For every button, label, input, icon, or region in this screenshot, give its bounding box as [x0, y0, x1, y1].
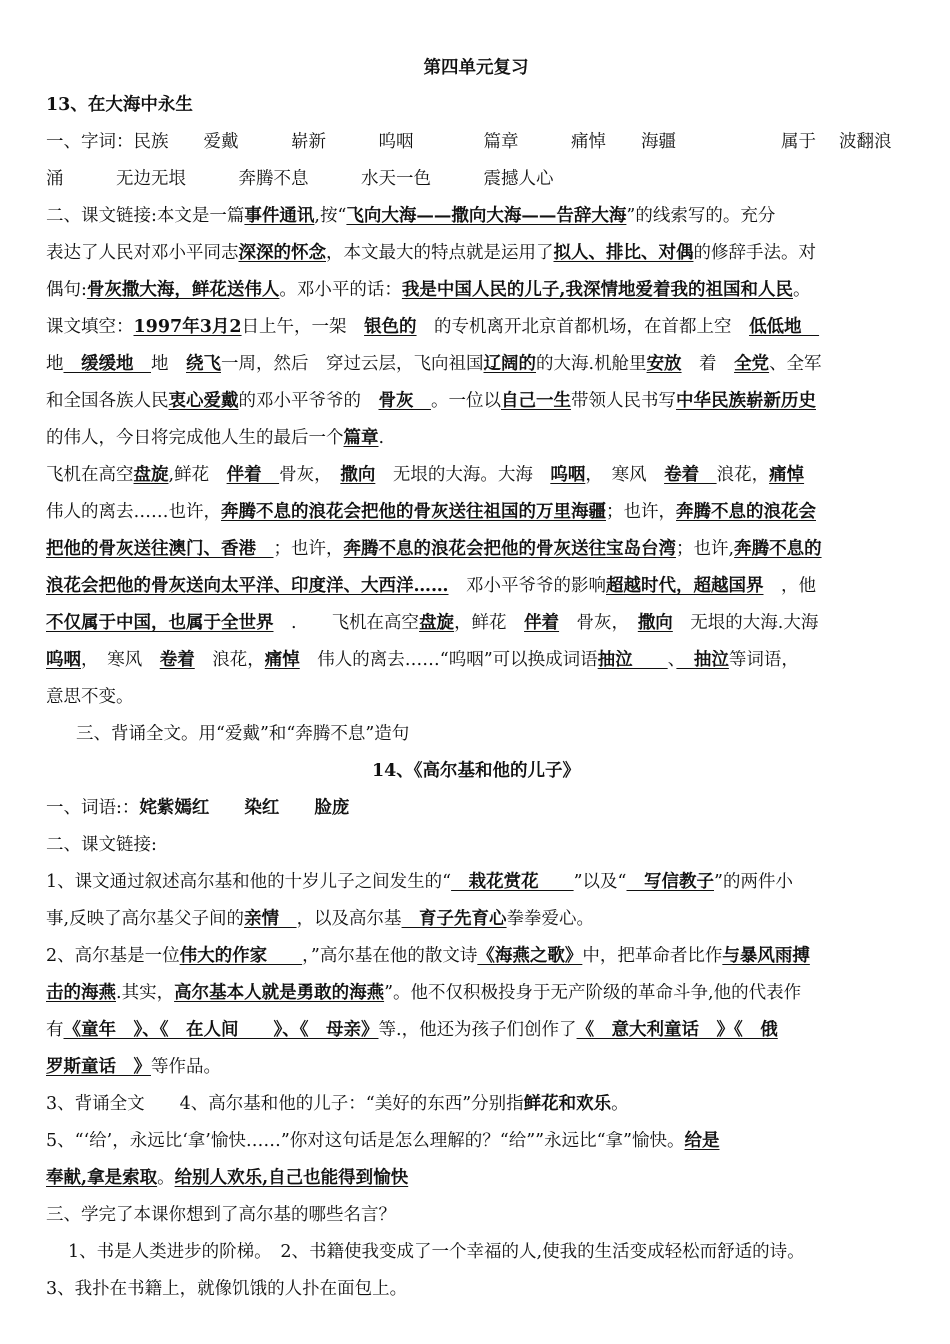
- answer-text: 骨灰撒大海，鲜花送伟人: [86, 280, 280, 300]
- answer-text: 超越时代，超越国界: [606, 576, 764, 596]
- text-run: ，”高尔基在他的散文诗: [302, 946, 478, 966]
- lesson-14-link-line-1: [46, 864, 906, 901]
- answer-text: 奔腾不息的: [734, 539, 822, 559]
- lesson-13-heading: 13、在大海中永生: [46, 95, 193, 115]
- text-run: 骨灰，: [279, 465, 341, 485]
- answer-text: 不仅属于中国，也属于全世界: [46, 613, 274, 633]
- answer-text: 《童年 》、《 在人间 》、《 母亲》: [63, 1020, 379, 1040]
- lesson-13-fill-line-1: [46, 309, 906, 346]
- answer-text: 飞向大海——撒向大海——告辞大海: [346, 206, 627, 226]
- lesson-13-fill-line-7: [46, 531, 906, 568]
- text-run: .其实，: [116, 983, 175, 1003]
- answer-text: 辽阔的: [483, 354, 536, 374]
- answer-text: 给别人欢乐,自己也能得到愉快: [174, 1168, 409, 1188]
- lesson-14-quote-3: 3、我扑在书籍上，就像饥饿的人扑在面包上。: [46, 1279, 408, 1299]
- answer-text: 把他的骨灰送往澳门、香港: [46, 539, 274, 559]
- lesson-13-fill-line-9: [46, 605, 906, 642]
- text-run: 。一位以: [431, 391, 501, 411]
- text-run: .: [378, 428, 385, 448]
- text-run: 。: [157, 1168, 175, 1188]
- answer-text: 伴着: [524, 613, 560, 633]
- lesson-14-link-line-9: [46, 1160, 906, 1197]
- lesson-13-fill-line-4: [46, 420, 906, 457]
- text-run: 等.，他还为孩子们创作了: [378, 1020, 577, 1040]
- lesson-13-fill-line-11: 意思不变。: [46, 687, 134, 707]
- answer-text: 撒向: [340, 465, 376, 485]
- text-run: 、: [667, 650, 677, 670]
- text-run: . 飞机在高空: [273, 613, 420, 633]
- answer-text: 痛悼: [769, 465, 805, 485]
- text-run: 带领人民书写: [571, 391, 676, 411]
- text-run: 一、词语:：: [46, 798, 140, 818]
- text-run: 1、课文通过叙述高尔基和他的十岁儿子之间发生的“: [46, 872, 452, 892]
- answer-text: 深深的怀念: [238, 243, 326, 263]
- answer-text: 篇章: [343, 428, 379, 448]
- text-run: 。: [793, 280, 811, 300]
- text-run: 的邓小平爷爷的: [238, 391, 379, 411]
- text-run: ，以及高尔基: [296, 909, 402, 929]
- answer-text: 中华民族崭新历史: [676, 391, 816, 411]
- answer-text: 奉献,拿是索取: [46, 1168, 158, 1188]
- answer-text: 育子先育心: [401, 909, 507, 929]
- answer-text: 缓缓地: [63, 354, 151, 374]
- text-run: 的大海.机舱里: [536, 354, 647, 374]
- text-run: 的修辞手法。对: [693, 243, 816, 263]
- lesson-13-recite-task: 三、背诵全文。用“爱戴”和“奔腾不息”造句: [76, 724, 410, 744]
- text-run: ”以及“: [573, 872, 627, 892]
- answer-text: 《 意大利童话 》《 俄: [576, 1020, 778, 1040]
- text-run: 3、背诵全文 4、高尔基和他的儿子：“美好的东西”分别指: [46, 1094, 524, 1114]
- answer-text: 盘旋: [133, 465, 169, 485]
- text-run: 2、高尔基是一位: [46, 946, 180, 966]
- text-run: 有: [46, 1020, 64, 1040]
- vocab-words: 姹紫嫣红 染红 脸庞: [139, 798, 350, 818]
- lesson-13-vocab-line-2: 涌 无边无垠 奔腾不息 水天一色 震撼人心: [46, 169, 554, 189]
- answer-text: 鲜花和欢乐: [523, 1094, 612, 1114]
- answer-text: 给是: [684, 1131, 720, 1151]
- lesson-14-quote-1-2: 1、书是人类进步的阶梯。 2、书籍使我变成了一个幸福的人,使我的生活变成轻松而舒适的诗。: [68, 1242, 805, 1262]
- answer-text: 击的海燕: [46, 983, 116, 1003]
- text-run: 无垠的大海。大海: [375, 465, 551, 485]
- answer-text: 与暴风雨搏: [722, 946, 810, 966]
- text-run: 。: [611, 1094, 629, 1114]
- lesson-13-fill-line-10: [46, 642, 906, 679]
- text-run: ， 寒风: [585, 465, 665, 485]
- answer-text: 盘旋: [419, 613, 455, 633]
- lesson-13-fill-line-3: [46, 383, 906, 420]
- answer-text: 浪花会把他的骨灰送向太平洋、印度洋、大西洋……: [46, 576, 449, 596]
- answer-text: 低低地: [749, 317, 820, 337]
- answer-text: 伴着: [226, 465, 280, 485]
- answer-text: 伟大的作家: [179, 946, 303, 966]
- text-run: 。邓小平的话：: [279, 280, 402, 300]
- answer-text: 卷着: [664, 465, 717, 485]
- text-run: 等作品。: [151, 1057, 221, 1077]
- lesson-14-heading: 14、《高尔基和他的儿子》: [371, 761, 581, 781]
- answer-text: 亲情: [244, 909, 297, 929]
- text-run: 二、课文链接:本文是一篇: [46, 206, 245, 226]
- answer-text: 高尔基本人就是勇敢的海燕: [174, 983, 385, 1003]
- answer-text: 我是中国人民的儿子,我深情地爱着我的祖国和人民: [401, 280, 793, 300]
- text-run: 、全军: [769, 354, 822, 374]
- text-run: ”。他不仅积极投身于无产阶级的革命斗争,他的代表作: [384, 983, 802, 1003]
- lesson-14-link-line-7: [46, 1086, 906, 1123]
- answer-text: 奔腾不息的浪花会: [676, 502, 816, 522]
- lesson-14-link-line-6: [46, 1049, 906, 1086]
- answer-text: 安放: [646, 354, 682, 374]
- text-run: 伟人的离去……“呜咽”可以换成词语: [299, 650, 598, 670]
- text-run: 的伟人，今日将完成他人生的最后一个: [46, 428, 344, 448]
- text-run: ”的两件小: [714, 872, 793, 892]
- answer-text: 抽泣: [676, 650, 729, 670]
- answer-text: 抽泣: [597, 650, 668, 670]
- text-run: 地: [46, 354, 64, 374]
- text-run: 浪花，: [194, 650, 265, 670]
- answer-text: 衷心爱戴: [168, 391, 239, 411]
- page-title: 第四单元复习: [423, 58, 529, 78]
- text-run: 着: [681, 354, 735, 374]
- lesson-13-link-line-2: [46, 235, 906, 272]
- lesson-14-link-line-8: [46, 1123, 906, 1160]
- text-run: 无垠的大海.大海: [672, 613, 819, 633]
- text-run: 事,反映了高尔基父子间的: [46, 909, 245, 929]
- lesson-14-link-line-5: [46, 1012, 906, 1049]
- text-run: 课文填空：: [46, 317, 134, 337]
- text-run: ,鲜花: [168, 465, 227, 485]
- lesson-13-link-line-3: [46, 272, 906, 309]
- text-run: 一周，然后 穿过云层，飞向祖国: [221, 354, 484, 374]
- answer-text: 奔腾不息的浪花会把他的骨灰送往宝岛台湾: [343, 539, 676, 559]
- lesson-13-fill-line-8: [46, 568, 906, 605]
- lesson-14-link-line-3: [46, 938, 906, 975]
- lesson-13-vocab-line-1: 一、字词：民族 爱戴 崭新 呜咽 篇章 痛悼 海疆 属于 波翻浪: [46, 132, 892, 152]
- answer-text: 栽花赏花: [451, 872, 574, 892]
- text-run: 伟人的离去……也许，: [46, 502, 221, 522]
- answer-text: 奔腾不息的浪花会把他的骨灰送往祖国的万里海疆: [221, 502, 606, 522]
- answer-text: 银色的: [364, 317, 417, 337]
- text-run: ，鲜花: [454, 613, 525, 633]
- text-run: ， 寒风: [81, 650, 160, 670]
- answer-text: 拟人、排比、对偶: [553, 243, 694, 263]
- text-run: 地: [151, 354, 186, 374]
- text-run: 日上午，一架: [241, 317, 365, 337]
- answer-text: 呜咽: [550, 465, 586, 485]
- lesson-14-quotes-heading: 三、学完了本课你想到了高尔基的哪些名言？: [46, 1205, 396, 1225]
- answer-text: 全党: [734, 354, 770, 374]
- answer-text: 呜咽: [46, 650, 81, 670]
- answer-text: 绕飞: [186, 354, 221, 374]
- text-run: 等词语，: [728, 650, 799, 670]
- text-run: 5、“‘给’，永远比‘拿’愉快……”你对这句话是怎么理解的？“给””永远比“拿”愉快。: [46, 1131, 685, 1151]
- text-run: 拳拳爱心。: [506, 909, 595, 929]
- text-run: ，本文最大的特点就是运用了: [326, 243, 554, 263]
- text-run: 飞机在高空: [46, 465, 134, 485]
- answer-text: 骨灰: [378, 391, 431, 411]
- text-run: ”的线索写的。充分: [626, 206, 776, 226]
- text-run: 骨灰，: [559, 613, 638, 633]
- answer-text: 1997年3月2: [133, 317, 242, 337]
- answer-text: 《海燕之歌》: [477, 946, 583, 966]
- lesson-13-fill-line-6: [46, 494, 906, 531]
- text-run: 中，把革命者比作: [582, 946, 723, 966]
- answer-text: 写信教子: [626, 872, 714, 892]
- answer-text: 撒向: [637, 613, 673, 633]
- answer-text: 罗斯童话 》: [46, 1057, 151, 1077]
- lesson-13-link-line-1: [46, 198, 906, 235]
- text-run: ；也许，: [606, 502, 676, 522]
- lesson-14-vocab-line: [46, 790, 906, 827]
- lesson-14-link-heading: 二、课文链接:: [46, 835, 157, 855]
- answer-text: 痛悼: [264, 650, 300, 670]
- lesson-13-fill-line-2: [46, 346, 906, 383]
- text-run: ，他: [763, 576, 816, 596]
- text-run: ,按“: [314, 206, 347, 226]
- text-run: 和全国各族人民: [46, 391, 169, 411]
- answer-text: 自己一生: [501, 391, 571, 411]
- text-run: 的专机离开北京首都机场，在首都上空: [416, 317, 750, 337]
- lesson-14-link-line-4: [46, 975, 906, 1012]
- lesson-14-link-line-2: [46, 901, 906, 938]
- text-run: 偶句:: [46, 280, 87, 300]
- text-run: ；也许，: [273, 539, 344, 559]
- text-run: 浪花，: [716, 465, 770, 485]
- answer-text: 卷着: [159, 650, 195, 670]
- text-run: 邓小平爷爷的影响: [448, 576, 606, 596]
- text-run: 表达了人民对邓小平同志: [46, 243, 239, 263]
- answer-text: 事件通讯: [244, 206, 315, 226]
- text-run: ；也许,: [676, 539, 735, 559]
- lesson-13-fill-line-5: [46, 457, 906, 494]
